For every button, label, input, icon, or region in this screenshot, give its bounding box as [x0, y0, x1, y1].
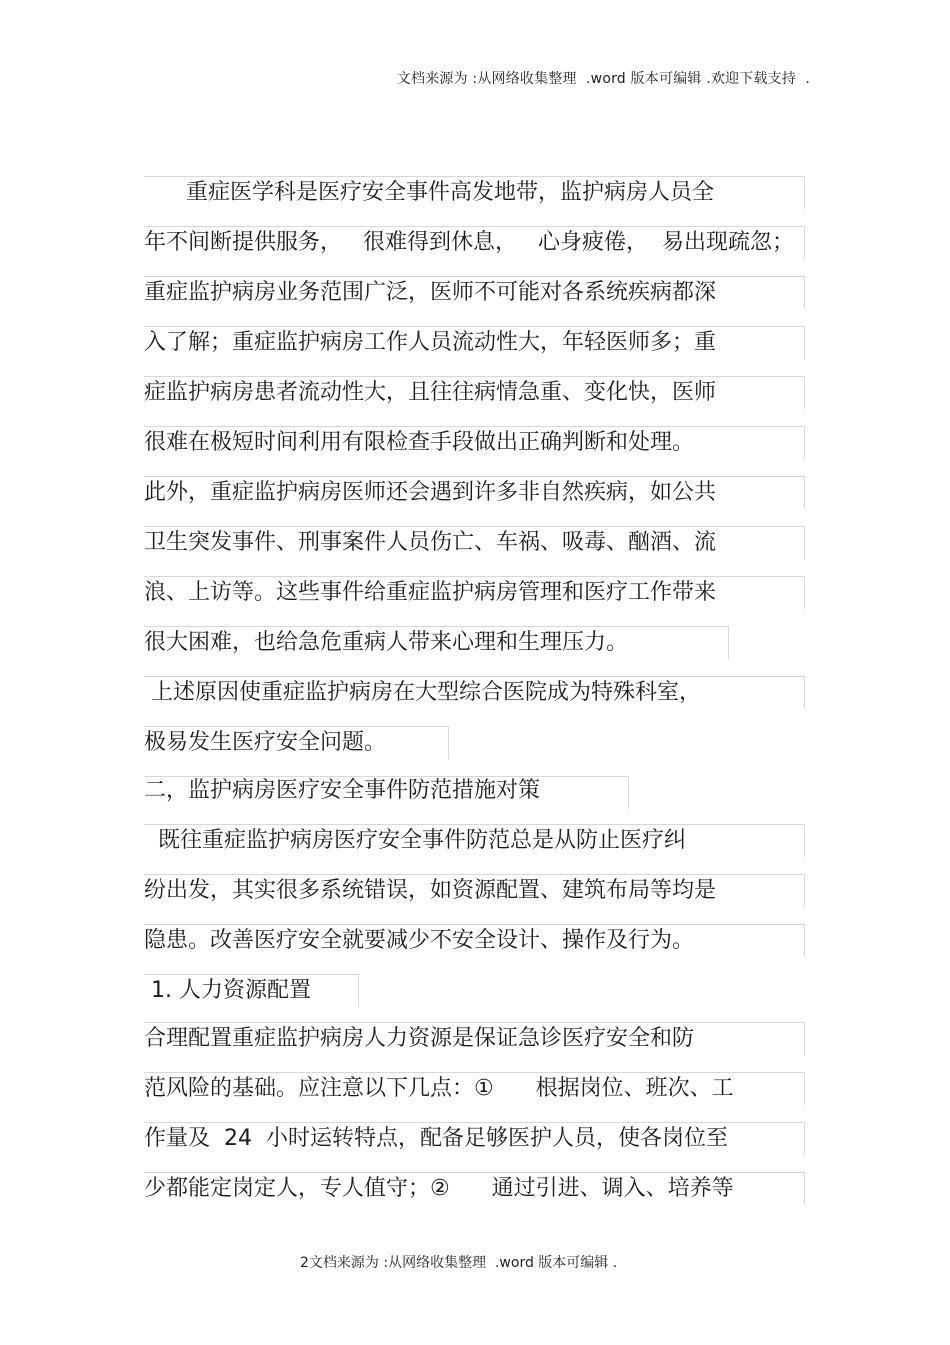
body-line: 重症监护病房业务范围广泛，医师不可能对各系统疾病都深	[144, 280, 717, 305]
section-heading: 二，监护病房医疗安全事件防范措施对策	[144, 778, 541, 803]
body-line: 卫生突发事件、刑事案件人员伤亡、车祸、吸毒、酗酒、流	[144, 530, 717, 555]
body-line: 此外，重症监护病房医师还会遇到许多非自然疾病，如公共	[144, 480, 717, 505]
body-line: 极易发生医疗安全问题。	[144, 730, 387, 755]
body-line: 隐患。改善医疗安全就要减少不安全设计、操作及行为。	[144, 928, 695, 953]
subsection-heading: 1. 人力资源配置	[144, 978, 311, 1003]
body-line: 年不间断提供服务， 很难得到休息， 心身疲倦， 易出现疏忽；	[144, 230, 794, 255]
body-line: 症监护病房患者流动性大，且往往病情急重、变化快，医师	[144, 380, 717, 405]
body-line: 入了解；重症监护病房工作人员流动性大，年轻医师多；重	[144, 330, 717, 355]
page-header: 文档来源为 :从网络收集整理 .word 版本可编辑 .欢迎下载支持 .	[396, 71, 810, 87]
body-line: 上述原因使重症监护病房在大型综合医院成为特殊科室，	[144, 680, 701, 705]
body-line: 既往重症监护病房医疗安全事件防范总是从防止医疗纠	[144, 828, 686, 853]
body-line: 范风险的基础。应注意以下几点：① 根据岗位、班次、工	[144, 1076, 734, 1101]
body-line: 作量及 24 小时运转特点，配备足够医护人员，使各岗位至	[144, 1126, 728, 1151]
body-line: 合理配置重症监护病房人力资源是保证急诊医疗安全和防	[144, 1026, 695, 1051]
body-line: 重症医学科是医疗安全事件高发地带，监护病房人员全	[144, 180, 714, 205]
body-line: 少都能定岗定人，专人值守；② 通过引进、调入、培养等	[144, 1176, 734, 1201]
body-line: 浪、上访等。这些事件给重症监护病房管理和医疗工作带来	[144, 580, 717, 605]
page-footer: 2文档来源为 :从网络收集整理 .word 版本可编辑 .	[300, 1255, 618, 1271]
body-line: 纷出发，其实很多系统错误，如资源配置、建筑布局等均是	[144, 878, 717, 903]
body-line: 很大困难，也给急危重病人带来心理和生理压力。	[144, 630, 629, 655]
body-line: 很难在极短时间利用有限检查手段做出正确判断和处理。	[144, 430, 695, 455]
